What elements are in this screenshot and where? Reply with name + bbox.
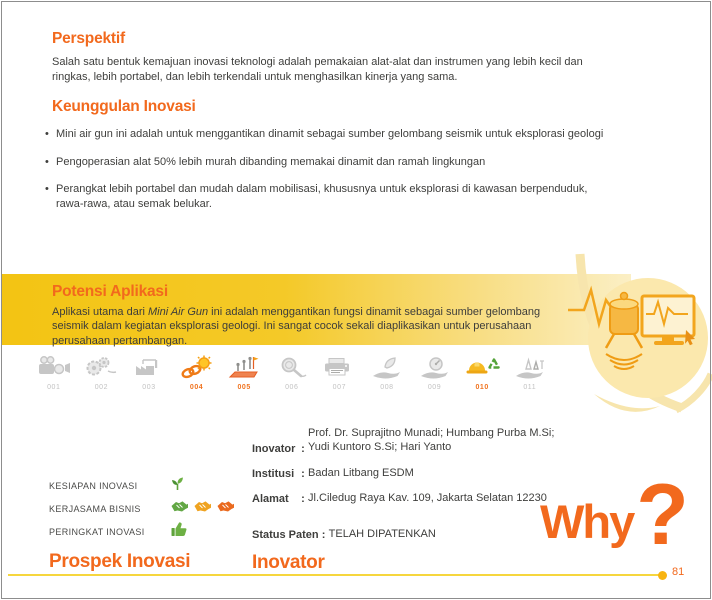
field-colon: : [301,493,305,506]
prospek-title: Prospek Inovasi [49,551,191,572]
helmet-recycle-icon [458,355,506,382]
perspektif-body: Salah satu bentuk kemajuan inovasi teknologi adalah pemakaian alat-alat dan instrumen yang lebih kecil dan ringkas, lebih portabel, dan lebih terkendali untuk menghasilkan kinerja yang sama. [52,56,583,83]
inovator-section [252,426,572,574]
energy-link-icon [173,355,221,382]
field-colon: : [301,442,305,455]
handshake-green-icon [171,500,190,518]
why-wordmark [540,467,689,563]
inovator-field-value-line: Yudi Kuntoro S.Si; Hari Yanto [308,441,452,454]
perspektif-title: Perspektif [52,30,125,47]
gears-icon [78,355,126,382]
thumbsup-green-icon [171,522,188,542]
prospek-row-label: PERINGKAT INOVASI [49,526,145,537]
footer-rule [8,574,663,576]
category-number: 010 [475,384,489,391]
category-008 [363,355,411,391]
perspektif-section [52,30,632,84]
potensi-body-prefix: Aplikasi utama dari [52,306,148,318]
question-mark: ? [636,467,689,563]
category-number: 003 [142,384,156,391]
field-colon: : [301,467,305,480]
category-number: 008 [380,384,394,391]
hand-gauge-icon [411,355,459,382]
prospek-row-label: KERJASAMA BISNIS [49,503,141,514]
inovator-field-value-line: Prof. Dr. Suprajitno Munadi; Humbang Purba M.Si; [308,427,555,439]
potensi-body-suffix: ini adalah menggantikan fungsi dinamit sebagai sumber gelombang seismik dalam kegiatan eksplorasi geologi. Ini sangat cocok sekali diaplikasikan untuk perusahaan perusahaan pertambangan. [52,306,541,347]
keunggulan-title: Keunggulan Inovasi [52,98,196,115]
printer-icon [316,355,364,382]
product-name: Mini Air Gun [148,306,209,318]
category-number: 011 [523,384,537,391]
why-text: Why [540,494,634,548]
handshake-amber-icon [194,500,213,518]
category-011 [506,355,554,391]
inovator-field-value-line: TELAH DIPATENKAN [328,528,436,541]
category-001 [30,355,78,391]
category-number: 006 [285,384,299,391]
category-number: 009 [427,384,442,391]
sprout-green-icon [171,476,184,496]
category-number: 004 [189,384,204,391]
hand-industry-icon [506,355,554,382]
inovator-fields [252,426,572,541]
category-number: 005 [237,384,251,391]
factory-icon [125,355,173,382]
category-009 [411,355,459,391]
inovator-field-label: Alamat [252,493,289,506]
inovator-field-label: Status Paten [252,529,319,542]
prospek-row-label: KESIAPAN INOVASI [49,480,138,491]
bullet-item: • Mini air gun ini adalah untuk menggantikan dinamit sebagai sumber gelombang seismik untuk eksplorasi geologi [45,127,610,142]
category-icon-strip [30,355,554,391]
inovator-field [252,426,572,455]
bullet-item: • Pengoperasian alat 50% lebih murah dibanding memakai dinamit dan ramah lingkungan [45,155,610,170]
category-007 [316,355,364,391]
category-number: 007 [332,384,347,391]
category-003 [125,355,173,391]
category-010 [458,355,506,391]
category-006 [268,355,316,391]
keunggulan-bullet-list [45,127,610,212]
inovator-field [252,491,572,505]
potensi-body [52,305,560,348]
inovator-field-value-line: Badan Litbang ESDM [308,466,414,479]
category-number: 001 [47,384,61,391]
inovator-field-label: Institusi [252,467,295,480]
hand-leaf-icon [363,355,411,382]
inovator-field [252,466,572,480]
bullet-item: • Perangkat lebih portabel dan mudah dalam mobilisasi, khususnya untuk eksplorasi di kawasan berpenduduk, rawa-rawa, atau semak belukar. [45,182,610,211]
seismic-monitor-illustration-icon [558,248,712,438]
inovator-field [252,527,572,541]
inovator-title: Inovator [252,552,325,574]
growth-team-icon [220,355,268,382]
keunggulan-section [45,98,635,225]
category-004 [173,355,221,391]
magnifier-coin-icon [268,355,316,382]
page-number: 81 [672,566,685,578]
field-colon: : [321,529,326,542]
potensi-banner [1,274,631,345]
potensi-title: Potensi Aplikasi [52,283,168,300]
handshake-orange-icon [217,500,236,518]
inovator-field-value-line: Jl.Ciledug Raya Kav. 109, Jakarta Selatan 12230 [308,491,547,504]
film-camera-icon [30,355,78,382]
category-number: 002 [94,384,109,391]
category-002 [78,355,126,391]
inovator-field-label: Inovator [252,442,296,455]
category-005 [220,355,268,391]
footer-dot-icon [658,571,667,580]
